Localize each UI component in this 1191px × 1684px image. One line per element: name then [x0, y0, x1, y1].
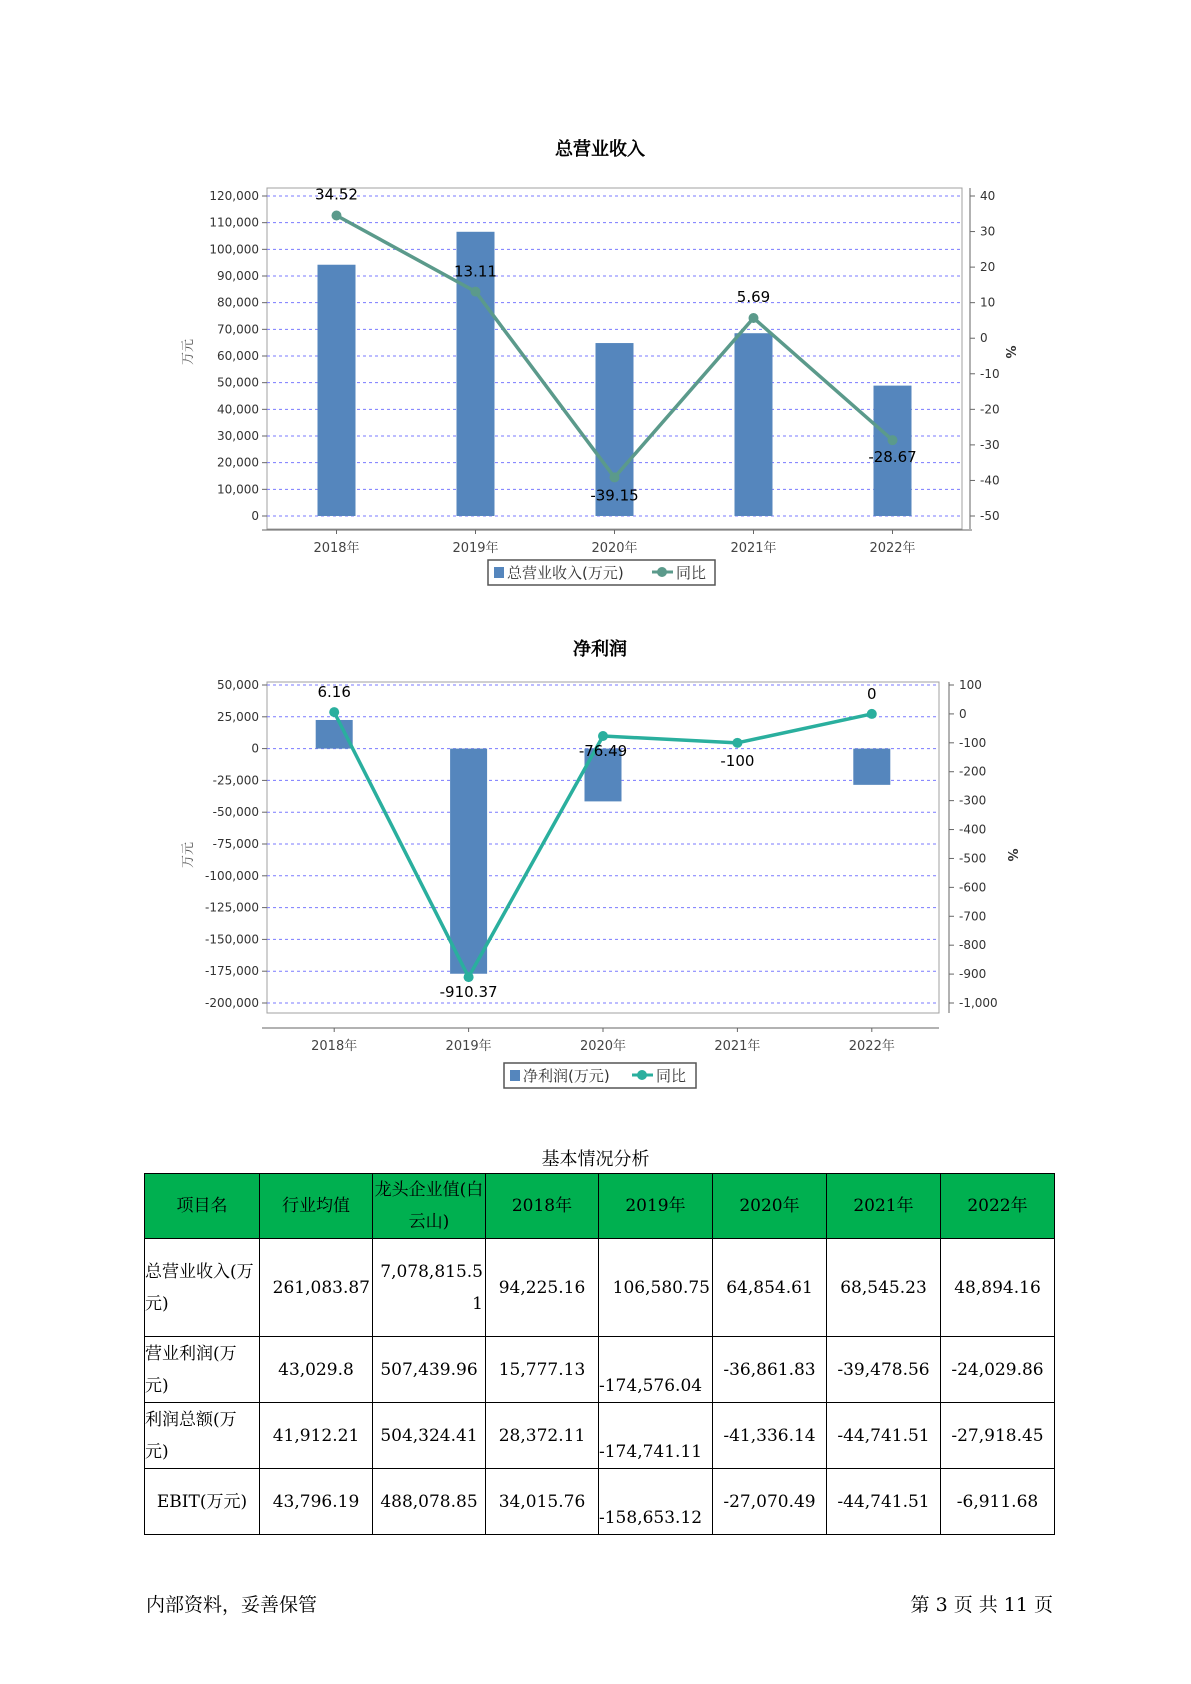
table-cell: -44,741.51 [827, 1403, 941, 1469]
row-label: 总营业收入(万元) [145, 1239, 260, 1337]
y-left-tick-label: 40,000 [217, 402, 259, 417]
revenue-chart [0, 130, 1191, 600]
y-left-tick-label: -200,000 [205, 996, 259, 1010]
yoy-data-label: -910.37 [439, 983, 498, 1002]
profit-chart [0, 630, 1191, 1110]
chart-title: 净利润 [573, 639, 627, 660]
header-cell: 2018年 [486, 1174, 599, 1239]
table-cell: -27,918.45 [941, 1403, 1055, 1469]
table-cell: 507,439.96 [373, 1337, 486, 1403]
legend-bar-swatch [510, 1070, 520, 1081]
table-cell: -24,029.86 [941, 1337, 1055, 1403]
y-right-tick-label: -50 [980, 509, 1000, 523]
legend-line-label: 同比 [656, 1067, 687, 1085]
row-label: EBIT(万元) [145, 1469, 260, 1535]
y-right-tick-label: -200 [959, 764, 987, 779]
table-cell: -36,861.83 [713, 1337, 827, 1403]
y-right-label: % [1002, 345, 1017, 359]
legend-line-label: 同比 [676, 564, 707, 582]
yoy-point [464, 972, 474, 982]
x-tick-label: 2021年 [714, 1039, 761, 1054]
yoy-point [610, 472, 620, 482]
table-cell: 504,324.41 [373, 1403, 486, 1469]
table-cell: 106,580.75 [599, 1239, 713, 1337]
table-cell: 48,894.16 [941, 1239, 1055, 1337]
table-header-row [145, 1174, 1055, 1239]
yoy-point [888, 435, 898, 445]
y-left-tick-label: 90,000 [217, 269, 259, 283]
profit-chart-svg [0, 630, 1191, 1110]
y-left-label: 万元 [181, 841, 196, 869]
legend-bar-label: 净利润(万元) [523, 1067, 610, 1085]
row-label: 营业利润(万元) [145, 1337, 260, 1403]
header-cell: 2019年 [599, 1174, 713, 1239]
yoy-data-label: 13.11 [454, 262, 497, 281]
footer-confidential: 内部资料，妥善保管 [146, 1594, 318, 1616]
y-right-label: % [1004, 848, 1019, 862]
y-right-tick-label: -40 [980, 473, 1000, 488]
y-left-tick-label: -150,000 [205, 932, 259, 947]
yoy-point [332, 210, 342, 220]
legend-bar-label: 总营业收入(万元) [507, 564, 624, 582]
y-left-tick-label: 0 [251, 741, 259, 756]
x-tick-label: 2019年 [445, 1039, 492, 1054]
y-left-tick-label: 20,000 [217, 455, 259, 470]
y-right-tick-label: 10 [980, 295, 996, 310]
y-right-tick-label: -900 [959, 967, 987, 982]
legend-bar-swatch [494, 567, 504, 578]
yoy-data-label: 6.16 [317, 683, 351, 702]
bar [450, 749, 487, 974]
y-right-tick-label: 30 [980, 224, 996, 239]
x-tick-label: 2020年 [579, 1039, 627, 1054]
yoy-point [471, 287, 481, 297]
table-cell: 64,854.61 [713, 1239, 827, 1337]
plot-area [205, 678, 998, 1054]
yoy-point [329, 707, 339, 717]
y-left-tick-label: 50,000 [217, 375, 259, 390]
y-left-tick-label: 80,000 [217, 295, 259, 310]
x-tick-label: 2018年 [311, 1039, 358, 1054]
y-left-label: 万元 [181, 338, 196, 366]
y-right-tick-label: -30 [980, 437, 1000, 452]
y-right-tick-label: -1,000 [959, 996, 998, 1010]
bar [853, 749, 890, 785]
y-right-tick-label: 20 [980, 260, 996, 275]
table-cell: 68,545.23 [827, 1239, 941, 1337]
table-cell: -39,478.56 [827, 1337, 941, 1403]
yoy-point [749, 313, 759, 323]
table-row [145, 1403, 1055, 1469]
table-row [145, 1469, 1055, 1535]
x-tick-label: 2022年 [848, 1039, 895, 1054]
y-right-tick-label: -10 [980, 366, 1000, 381]
y-right-tick-label: -600 [959, 880, 987, 895]
x-tick-label: 2021年 [730, 541, 777, 556]
plot-area [209, 185, 999, 556]
x-tick-label: 2019年 [452, 541, 499, 556]
revenue-chart-svg [0, 130, 1191, 600]
y-right-tick-label: -100 [959, 735, 987, 750]
table-cell: 94,225.16 [486, 1239, 599, 1337]
y-right-tick-label: 0 [959, 706, 967, 721]
yoy-data-label: 0 [867, 684, 877, 703]
page-number: 第 3 页 共 11 页 [910, 1594, 1053, 1616]
y-left-tick-label: -50,000 [212, 805, 259, 820]
table-cell: 261,083.87 [260, 1239, 373, 1337]
table-title: 基本情况分析 [541, 1149, 650, 1170]
header-cell: 2022年 [941, 1174, 1055, 1239]
table-row [145, 1337, 1055, 1403]
y-right-tick-label: -300 [959, 793, 987, 808]
header-cell: 项目名 [145, 1174, 260, 1239]
yoy-data-label: -76.49 [578, 742, 628, 761]
y-left-tick-label: -25,000 [212, 773, 259, 788]
bar [735, 333, 773, 516]
table-cell: -174,576.04 [599, 1337, 713, 1403]
analysis-table [144, 1173, 1055, 1535]
y-left-tick-label: 110,000 [209, 215, 259, 230]
legend-line-marker [657, 567, 667, 577]
y-left-tick-label: 25,000 [217, 709, 259, 724]
header-cell: 2020年 [713, 1174, 827, 1239]
table-cell: -27,070.49 [713, 1469, 827, 1535]
yoy-data-label: -100 [720, 751, 755, 770]
yoy-point [732, 738, 742, 748]
table-cell: 43,796.19 [260, 1469, 373, 1535]
header-cell: 2021年 [827, 1174, 941, 1239]
y-left-tick-label: 60,000 [217, 349, 259, 363]
table-row [145, 1239, 1055, 1337]
header-cell: 龙头企业值(白云山) [373, 1174, 486, 1239]
yoy-data-label: 5.69 [736, 287, 771, 306]
y-left-tick-label: -75,000 [212, 837, 259, 851]
yoy-point [867, 709, 877, 719]
x-tick-label: 2018年 [313, 541, 360, 556]
header-cell: 行业均值 [260, 1174, 373, 1239]
legend [504, 1063, 696, 1088]
y-left-tick-label: 50,000 [217, 678, 259, 692]
chart-title: 总营业收入 [555, 139, 645, 160]
x-tick-label: 2022年 [869, 541, 916, 556]
table-cell: -158,653.12 [599, 1469, 713, 1535]
y-right-tick-label: -400 [959, 822, 987, 837]
table-cell: -174,741.11 [599, 1403, 713, 1469]
yoy-point [598, 731, 608, 741]
yoy-data-label: -28.67 [868, 448, 917, 467]
legend-line-marker [637, 1070, 647, 1080]
table-cell: -44,741.51 [827, 1469, 941, 1535]
yoy-data-label: 34.52 [315, 185, 358, 204]
y-left-tick-label: 0 [251, 509, 259, 523]
y-left-tick-label: -100,000 [205, 868, 259, 883]
table-cell: -41,336.14 [713, 1403, 827, 1469]
y-right-tick-label: -800 [959, 938, 987, 953]
y-right-tick-label: 40 [980, 189, 996, 203]
y-left-tick-label: -125,000 [205, 900, 259, 915]
table-cell: -6,911.68 [941, 1469, 1055, 1535]
y-right-tick-label: -20 [980, 402, 1000, 417]
table-cell: 7,078,815.51 [373, 1239, 486, 1337]
y-left-tick-label: 120,000 [209, 189, 259, 203]
table-cell: 41,912.21 [260, 1403, 373, 1469]
y-left-tick-label: 30,000 [217, 429, 259, 443]
table-cell: 43,029.8 [260, 1337, 373, 1403]
y-left-tick-label: 100,000 [209, 242, 259, 257]
y-left-tick-label: 10,000 [217, 482, 259, 497]
table-cell: 34,015.76 [486, 1469, 599, 1535]
x-tick-label: 2020年 [591, 541, 638, 556]
legend [488, 560, 715, 585]
bar [318, 265, 356, 516]
table-cell: 488,078.85 [373, 1469, 486, 1535]
row-label: 利润总额(万元) [145, 1403, 260, 1469]
y-right-tick-label: 100 [959, 678, 982, 692]
y-right-tick-label: 0 [980, 331, 988, 346]
y-right-tick-label: -500 [959, 851, 987, 866]
table-cell: 28,372.11 [486, 1403, 599, 1469]
table-cell: 15,777.13 [486, 1337, 599, 1403]
y-left-tick-label: 70,000 [217, 322, 259, 337]
yoy-data-label: -39.15 [590, 486, 639, 505]
y-left-tick-label: -175,000 [205, 964, 259, 979]
y-right-tick-label: -700 [959, 909, 987, 924]
